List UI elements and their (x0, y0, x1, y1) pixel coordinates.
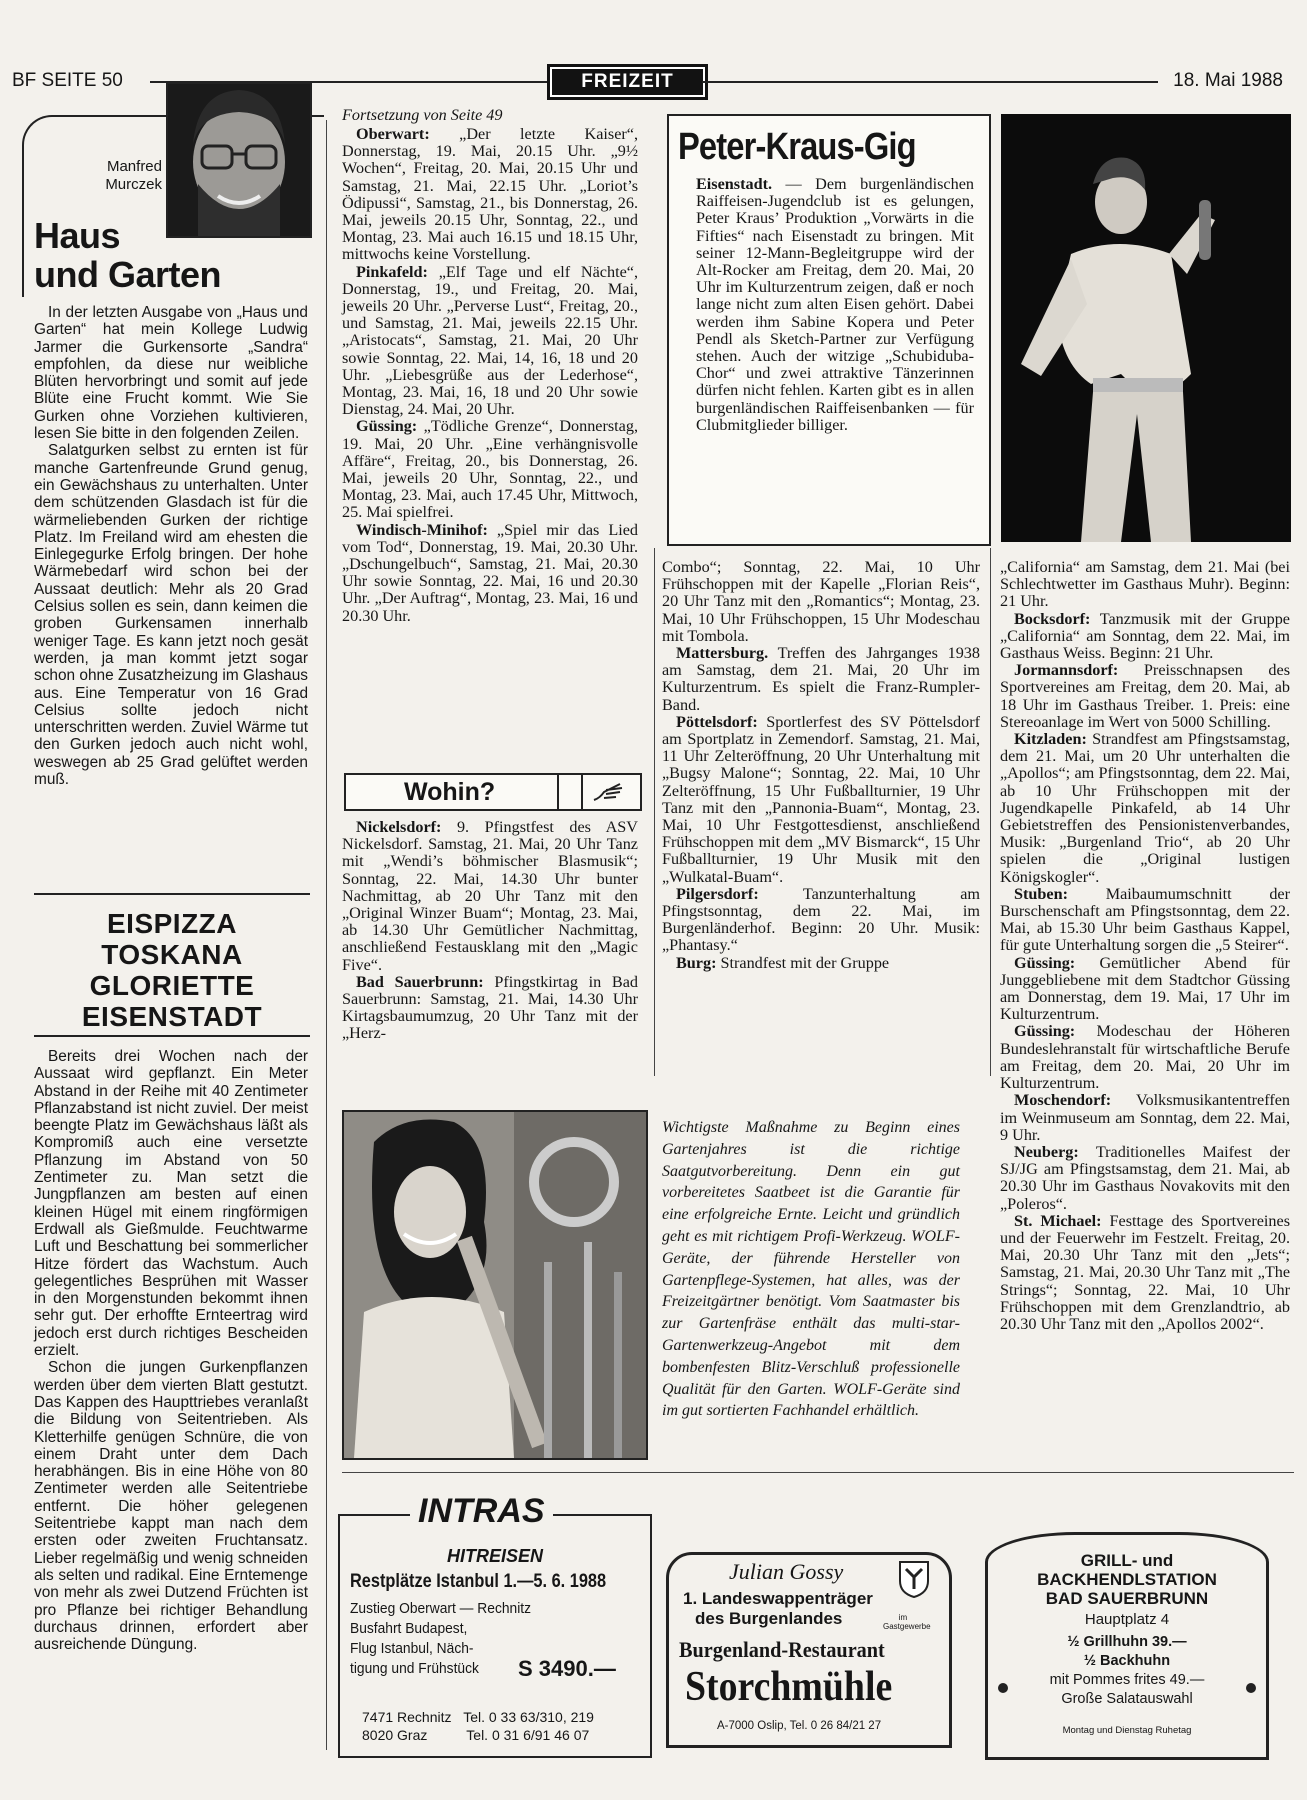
paragraph: Salatgurken selbst zu ernten ist für manche Gartenfreunde Grund genug, ein Gewächshaus zu unterhalten. Unter dem schützenden Glasdach ist für die wärmeliebenden Gurken der richtige Platz. Im Freiland wird am ehesten die Einlegegurke Erfolg bringen. Der hohe Wärmebedarf wird schon bei der Aussaat deutlich: Mehr als 20 Grad Celsius sollen es sein, dann keimen die groben Gurkensamen innerhalb weniger Tage. Es kann jetzt noch gesät werden, ja man kommt jetzt sogar schon ohne Zusatzheizung im Glashaus aus. Eine Temperatur von 16 Grad Celsius sollte jedoch nicht unterschritten werden. Zuviel Wärme tut den Gurken jedoch auch nicht wohl, weswegen ab 25 Grad gelüftet werden muß. (34, 442, 308, 789)
wolf-advertorial-text: Wichtigste Maßnahme zu Beginn eines Gartenjahres ist die richtige Saatgutvorbereitung. Denn ein gut vorbereitetes Saatbeet ist die Garantie für eine erfolgreiche Ernte. Leicht und gründlich geht es mit richtigem Profi-Werkzeug. WOLF-Geräte, der führende Hersteller von Gartenpflege-Systemen, hat alles, was der Freizeitgärtner benötigt. Vom Saatmaster bis zur Gartenfräse enthält das multi-star-Gartenwerkzeug-Angebot mit dem bombenfesten Blitz-Verschluß professionelle Qualität für den Garten. WOLF-Geräte sind im gut sortierten Fachhandel erhältlich. (662, 1119, 960, 1420)
listing-entry (1000, 731, 1290, 886)
listing-entry (342, 819, 638, 974)
intras-subtitle: HITREISEN (446, 1546, 543, 1566)
listing-text: Strandfest am Pfingstsamstag, dem 21. Mai, um 20 Uhr unterhalten die „Apollos“; am Pfingstsonntag, dem 22. Mai, ab 10 Uhr Frühschoppen mit der Jugendkapelle Pinkafeld, ab 14 Uhr Gebietstreffen des Pensionistenverbandes, Musik: „Burgenland Trio“, ab 20 Uhr spielen die „Original lustigen Königskogler“. (1000, 730, 1291, 886)
listing-text: Combo“; Sonntag, 22. Mai, 10 Uhr Frühschoppen mit der Kapelle „Florian Reis“, 20 Uhr Tanz mit den „Romantics“; Montag, 23. Mai, 10 Uhr Frühschoppen, 15 Uhr Modeschau mit Tombola. (662, 558, 980, 645)
column-rule (654, 548, 655, 1076)
column-title-line1: Haus (34, 215, 121, 256)
listing-text: Treffen des Jahrganges 1938 am Samstag, dem 21. Mai, 20 Uhr im Kulturzentrum. Es spielt die Franz-Rumpler-Band. (662, 644, 980, 714)
listing-text: Modeschau der Höheren Bundeslehranstalt für wirtschaftliche Berufe am Freitag, dem 20. Mai, 20 Uhr im Kulturzentrum. (1000, 1022, 1290, 1093)
intras-line: Busfahrt Budapest, (350, 1620, 468, 1637)
place-name: Güssing: (1014, 1022, 1076, 1041)
intras-details (350, 1599, 531, 1679)
place-name: Güssing: (356, 417, 418, 436)
peter-kraus-photo (1001, 114, 1291, 542)
place-name: Pinkafeld: (356, 262, 428, 281)
intras-ad (338, 1492, 652, 1758)
author-photo (166, 82, 312, 238)
ad-line: TOSKANA (101, 939, 243, 970)
storch-script: Julian Gossy (729, 1559, 844, 1584)
wohin-divider (581, 775, 583, 809)
column-title (34, 216, 221, 294)
grill-address: Hauptplatz 4 (1084, 1611, 1170, 1628)
wohin-title: Wohin? (404, 778, 496, 806)
author-name: Manfred Murczek (105, 158, 162, 193)
intras-address: 7471 Rechnitz (362, 1709, 452, 1725)
paragraph: In der letzten Ausgabe von „Haus und Garten“ hat mein Kollege Ludwig Jarmer die Gurkensorte „Sandra“ empfohlen, da diese nur weibliche Blüten hervorbringt und somit auf jede Blüte eine Frucht kommt. Wie Sie Gurken ohne Vorziehen kultivieren, lesen Sie bitte in den folgenden Zeilen. (34, 304, 308, 443)
author-portrait-image (168, 84, 310, 236)
storch-line: des Burgenlandes (695, 1609, 843, 1628)
grill-ad (985, 1532, 1269, 1760)
listing-entry (1000, 559, 1290, 611)
listing-text: Preisschnapsen des Sportvereines am Freitag, dem 20. Mai, ab 18 Uhr im Gasthaus Treiber. 1. Preis: eine Stereoanlage im Wert von 5000 Schilling. (1000, 661, 1290, 731)
storch-line: 1. Landeswappenträger (683, 1589, 873, 1608)
header-rule-right (702, 81, 1158, 83)
listing-entry (662, 886, 980, 955)
listing-entry (1000, 662, 1290, 731)
intras-headline: Restplätze Istanbul 1.—5. 6. 1988 (350, 1571, 607, 1592)
grill-line: GRILL- und (1080, 1551, 1174, 1570)
coat-of-arms-icon (897, 1559, 931, 1599)
place-name: Bocksdorf: (1014, 609, 1091, 628)
place-name: Pilgersdorf: (676, 884, 759, 903)
place-name: Stuben: (1014, 884, 1068, 903)
storch-name: Storchmühle (685, 1664, 893, 1710)
listing-text: „Spiel mir das Lied vom Tod“, Donnerstag, 19. Mai, 20.30 Uhr. „Dschungelbuch“, Samstag, 21. Mai, 20.30 Uhr sowie Sonntag, 22. Mai, 16 und 20.30 Uhr. „Der Auftrag“, Montag, 23. Mai, 16 und 20.30 Uhr. (342, 520, 638, 625)
page-number: BF SEITE 50 (12, 70, 123, 91)
singer-image (1001, 114, 1291, 542)
listing-text: Strandfest mit der Gruppe (720, 953, 890, 972)
listing-entry (1000, 1144, 1290, 1213)
intras-phone: Tel. 0 31 6/91 46 07 (466, 1727, 590, 1743)
listing-entry (342, 418, 638, 521)
divider (34, 893, 310, 895)
listing-text: Festtage des Sportvereines und der Feuerwehr im Festzelt. Freitag, 20. Mai, 20.30 Uhr Tanz mit den „Jets“; Samstag, 21. Mai, 20.30 Uhr Tanz mit „The Strings“; Sonntag, 22. Mai, 10 Uhr Frühschoppen mit dem Grenzlandtrio, ab 20.30 Uhr Tanz mit den „Apollos 2002“. (1000, 1211, 1291, 1333)
listing-entry (1000, 1092, 1290, 1144)
wohin-box (344, 773, 642, 811)
listing-text: Pfingstkirtag in Bad Sauerbrunn: Samstag, 21. Mai, 14.30 Uhr Kirtagsbaumumzug, 20 Uhr Tanz mit der „Herz- (342, 972, 638, 1043)
storch-small: im Gastgewerbe (883, 1613, 931, 1631)
storch-restaurant: Burgenland-Restaurant (679, 1637, 885, 1662)
continued-note: Fortsetzung von Seite 49 (342, 106, 503, 124)
listing-text: Volksmusikantentreffen im Weinmuseum am Sonntag, dem 22. Mai, 9 Uhr. (1000, 1091, 1290, 1144)
place-name: Eisenstadt. (696, 175, 773, 193)
wohin-divider (557, 775, 559, 809)
grill-item: ½ Backhuhn (1083, 1653, 1171, 1669)
place-name: Burg: (676, 953, 717, 972)
wolf-photo (342, 1110, 648, 1460)
paragraph: Bereits drei Wochen nach der Aussaat wird gepflanzt. Ein Meter Abstand in der Reihe mit 40 Zentimeter Pflanzabstand ist nicht zuviel. Der meist beengte Platz im Gewächshaus läßt als Kompromiß auch eine versetzte Pflanzung im Abstand von 50 Zentimeter zu. Man setzt die Jungpflanzen am besten auf einen kleinen Hügel mit einem ringförmigen Erdwall als Gießmulde. Feuchtwarme Luft und Beschattung bei sommerlicher Hitze fördert das Wachstum. Auch gelegentliches Besprühen mit Wasser in den Morgenstunden bekommt ihnen sehr gut. Der erhoffte Ernteertrag wird jedoch erst durch richtiges Bescheiden erzielt. (34, 1048, 308, 1360)
listing-text: Gemütlicher Abend für Junggebliebene mit dem Stadtchor Güssing am Donnerstag, dem 19. Mai, 17 Uhr im Kulturzentrum. (1000, 953, 1291, 1024)
listing-entry (342, 522, 638, 625)
listing-entry (1000, 1023, 1290, 1092)
listing-text: 9. Pfingstfest des ASV Nickelsdorf. Samstag, 21. Mai, 20 Uhr Tanz mit „Wendi’s böhmischer Blasmusik“; Sonntag, 22. Mai, 14.30 Uhr bunter Nachmittag, ab 20 Uhr Tanz mit den „Original Winzer Buam“; Montag, 23. Mai, ab 14.30 Uhr Gemütlicher Nachmittag, anschließend Festausklang mit den „Magic Five“. (342, 818, 638, 974)
ad-line: EISENSTADT (81, 1001, 263, 1032)
intras-address: 8020 Graz (362, 1727, 428, 1743)
cinema-listing (342, 126, 638, 625)
listing-text: Tanzunterhaltung am Pfingstsonntag, dem 22. Mai, im Burgenländerhof. Beginn: 20 Uhr. Musik: „Phantasy.“ (662, 884, 980, 955)
woman-with-garden-tools-image (344, 1112, 646, 1458)
issue-date: 18. Mai 1988 (1173, 70, 1283, 91)
intras-phone: Tel. 0 33 63/310, 219 (463, 1709, 594, 1725)
storchmuehle-ad (666, 1552, 952, 1748)
grill-note: Montag und Dienstag Ruhetag (1062, 1725, 1192, 1736)
feature-text (696, 176, 974, 434)
grill-item: ½ Grillhuhn 39.— (1067, 1634, 1187, 1650)
grill-item: mit Pommes frites 49.— (1049, 1672, 1205, 1688)
storch-address: A-7000 Oslip, Tel. 0 26 84/21 27 (717, 1720, 882, 1732)
event-listing-mid (342, 819, 638, 1043)
intras-brand: INTRAS (410, 1492, 553, 1531)
place-name: Moschendorf: (1014, 1091, 1112, 1110)
event-listing-c (662, 559, 980, 972)
listing-text: Maibaumumschnitt der Burschenschaft am Pfingstsonntag, dem 22. Mai, ab 15.30 Uhr beim Gasthaus Kappel, für gute Unterhaltung sorgen die „5 Steirer“. (1000, 884, 1291, 955)
feature-body: — Dem burgenländischen Raiffeisen-Jugendclub ist es gelungen, Peter Kraus’ Produktion „Vorwärts in die Fifties“ nach Eisenstadt zu bringen. Mit seiner 12-Mann-Begleitgruppe wird der Alt-Rocker am Freitag, dem 20. Mai, 20 Uhr im Kulturzentrum zeigen, daß er noch lange nicht zum alten Eisen gehört. Dabei werden ihm Sabine Kopera und Peter Pendl als Sketch-Partner zur Verfügung stehen. Auch der witzige „Schubiduba-Chor“ und zwei attraktive Tänzerinnen dürfen nicht fehlen. Karten gibt es in allen burgenländischen Raiffeisenbanken — für Clubmitglieder billiger. (696, 175, 974, 434)
listing-entry (342, 264, 638, 419)
section-label: FREIZEIT (547, 64, 708, 100)
listing-entry (1000, 611, 1290, 663)
bullet-icon (998, 1683, 1008, 1693)
grill-item: Große Salatauswahl (1061, 1691, 1193, 1707)
place-name: Kitzladen: (1014, 730, 1087, 749)
listing-text: Sportlerfest des SV Pöttelsdorf am Sportplatz in Zemendorf. Samstag, 21. Mai, 11 Uhr Zelteröffnung, 20 Uhr Unterhaltung mit „Bugsy Malone“; Sonntag, 22. Mai, 10 Uhr Zelteröffnung, 15 Uhr Fußballturnier, 19 Uhr Tanz mit den „Pannonia-Buam“, Montag, 23. Mai, 10 Uhr Festgottesdienst, anschließend Frühschoppen mit dem „MV Bismarck“, 15 Uhr Fußballturnier, 19 Uhr Musik mit den „Wulkatal-Buam“. (662, 712, 981, 886)
listing-text: Traditionelles Maifest der SJ/JG am Pfingstsamstag, dem 21. Mai, ab 20.30 Uhr im Gasthaus Novakovits mit den „Poleros“. (1000, 1142, 1290, 1213)
place-name: Jormannsdorf: (1014, 661, 1119, 680)
listing-entry (662, 645, 980, 714)
divider (34, 1035, 310, 1037)
listing-text: „Elf Tage und elf Nächte“, Donnerstag, 19., und Freitag, 20. Mai, jeweils 20 Uhr. „Perverse Lust“, Freitag, 20., und Samstag, 21. Mai, jeweils 22.15 Uhr. „Aristocats“, Samstag, 21. Mai, 20 Uhr sowie Sonntag, 22. Mai, 14, 16, 18 und 20 Uhr. „Liebesgrüße aus der Lederhose“, Montag, 23. Mai, 16, 18 und 20 Uhr sowie Dienstag, 24. Mai, 20 Uhr. (342, 262, 639, 419)
listing-entry (342, 974, 638, 1043)
column-rule (990, 548, 991, 1076)
place-name: Mattersburg. (676, 644, 769, 663)
divider (342, 1472, 1294, 1473)
listing-text: „California“ am Samstag, dem 21. Mai (bei Schlechtwetter im Gasthaus Muhr). Beginn: 21 Uhr. (1000, 558, 1290, 611)
intras-price: S 3490.— (518, 1656, 616, 1681)
place-name: St. Michael: (1014, 1211, 1102, 1230)
event-listing-d (1000, 559, 1290, 1333)
bullet-icon (1246, 1683, 1256, 1693)
column-title-line2: und Garten (34, 254, 222, 295)
place-name: Windisch-Minihof: (356, 520, 488, 539)
listing-entry (1000, 955, 1290, 1024)
pointing-hand-icon (590, 778, 630, 806)
intras-line: Flug Istanbul, Näch- (350, 1640, 474, 1657)
listing-entry (342, 126, 638, 264)
ad-line: EISPIZZA (106, 908, 237, 939)
listing-text: Tanzmusik mit der Gruppe „California“ am Sonntag, dem 22. Mai, im Gasthaus Weiss. Beginn: 21 Uhr. (1000, 609, 1290, 663)
ad-line: GLORIETTE (89, 970, 255, 1001)
listing-entry (662, 714, 980, 886)
article-garden-part1 (34, 304, 308, 788)
intras-contact (362, 1708, 594, 1744)
place-name: Güssing: (1014, 953, 1076, 972)
paragraph: Schon die jungen Gurkenpflanzen werden über dem vierten Blatt gestutzt. Das Kappen des Haupttriebes veranlaßt die Bildung von Seitentrieben. Als Kletterhilfe genügen Schnüre, die von einem Draht unter dem Dach herabhängen. Bis in eine Höhe von 80 Zentimeter werden alle Seitentriebe entfernt. Die höher gelegenen Seitentriebe kappt man nach dem ersten oder zweiten Fruchtansatz. Lieber regelmäßig und wenig schneiden als selten und radikal. Eine Erntemenge von mehr als zwei Dutzend Früchten ist pro Pflanze bei richtiger Behandlung durchaus drinnen, erfordert aber ausreichende Düngung. (34, 1359, 308, 1654)
grill-line: BACKHENDLSTATION (1037, 1570, 1217, 1589)
eispizza-ad (34, 908, 310, 1032)
grill-title (988, 1551, 1266, 1608)
feature-title: Peter-Kraus-Gig (678, 126, 916, 168)
listing-text: „Tödliche Grenze“, Donnerstag, 19. Mai, 20 Uhr. „Eine verhängnisvolle Affäre“, Freitag, 20., bis Donnerstag, 26. Mai, jeweils 20 Uhr, Sonntag, 22., und Montag, 23. Mai, auch 17.45 Uhr, Mittwoch, 25. Mai spielfrei. (342, 417, 638, 522)
listing-entry (1000, 1213, 1290, 1333)
listing-entry (662, 559, 980, 645)
article-garden-part2 (34, 1048, 308, 1653)
grill-line: BAD SAUERBRUNN (1045, 1589, 1209, 1608)
storch-award (683, 1589, 873, 1629)
listing-entry (1000, 886, 1290, 955)
listing-entry (662, 955, 980, 972)
column-rule (326, 120, 327, 1750)
listing-text: „Der letzte Kaiser“, Donnerstag, 19. Mai, 20.15 Uhr. „9½ Wochen“, Freitag, 20. Mai, 20.15 Uhr und Samstag, 21. Mai, 22.15 Uhr. „Loriot’s Ödipussi“, Samstag, 21., bis Donnerstag, 26. Mai, jeweils 20.15 Uhr, Sonntag, 22., und Montag, 23. Mai auch 16.15 und 18.15 Uhr, mittwochs keine Vorstellung. (342, 125, 638, 264)
grill-menu (988, 1633, 1266, 1709)
place-name: Oberwart: (356, 125, 430, 143)
place-name: Pöttelsdorf: (676, 712, 758, 731)
intras-line: Zustieg Oberwart — Rechnitz (350, 1600, 532, 1617)
place-name: Neuberg: (1014, 1142, 1079, 1161)
place-name: Nickelsdorf: (356, 818, 442, 836)
place-name: Bad Sauerbrunn: (356, 972, 484, 991)
intras-line: tigung und Frühstück (350, 1660, 479, 1677)
